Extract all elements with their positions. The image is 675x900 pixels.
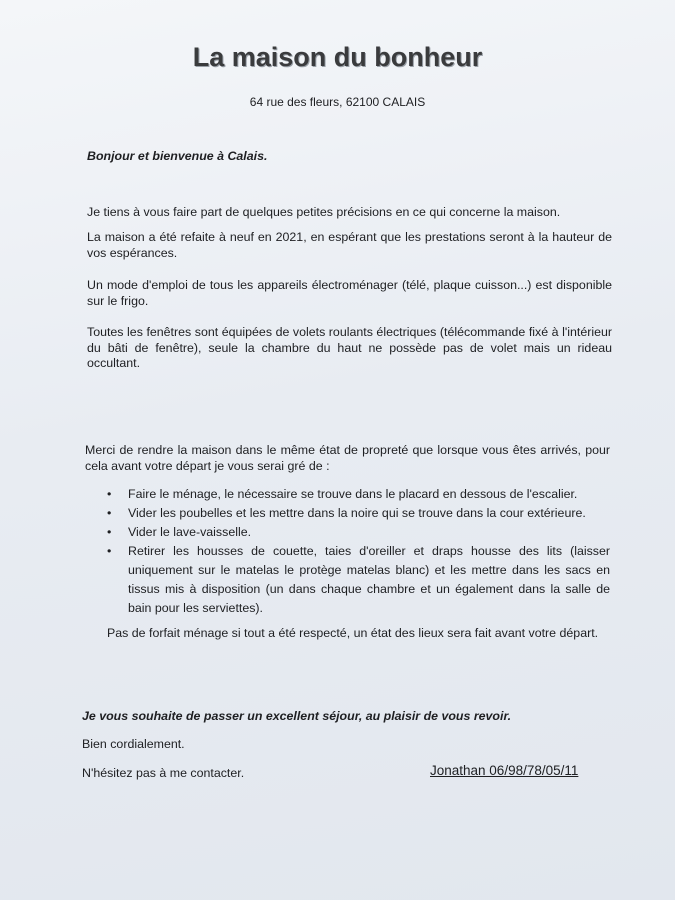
list-item-text: Faire le ménage, le nécessaire se trouve dans le placard en dessous de l'escalier.	[128, 487, 578, 501]
address: 64 rue des fleurs, 62100 CALAIS	[249, 95, 426, 109]
cleaning-note: Pas de forfait ménage si tout a été respecté, un état des lieux sera fait avant votre départ.	[107, 626, 599, 640]
list-item	[105, 523, 610, 541]
page-title: La maison du bonheur	[192, 42, 483, 72]
list-item-text: Retirer les housses de couette, taies d'oreiller et draps housse des lits (laisser uniquement sur le matelas le protège matelas blanc) et les mettre dans les sacs en tissus mis à disposition (un dans chaque chambre et un également dans la salle de bain pour les serviettes).	[128, 544, 610, 615]
list-item-text: Vider le lave-vaisselle.	[128, 525, 252, 539]
list-item-text: Vider les poubelles et les mettre dans la noire qui se trouve dans la cour extérieure.	[128, 506, 586, 520]
request-intro: Merci de rendre la maison dans le même état de propreté que lorsque vous êtes arrivés, pour cela avant votre départ je vous serai gré de :	[85, 443, 610, 473]
paragraph-shutters: Toutes les fenêtres sont équipées de volets roulants électriques (télécommande fixé à l'intérieur du bâti de fenêtre), seule la chambre du haut ne possède pas de volet mais un rideau occultant.	[87, 325, 612, 370]
closing-wish: Je vous souhaite de passer un excellent séjour, au plaisir de vous revoir.	[82, 709, 512, 723]
paragraph-renovation: La maison a été refaite à neuf en 2021, en espérant que les prestations seront à la hauteur de vos espérances.	[87, 230, 612, 260]
paragraph-manual: Un mode d'emploi de tous les appareils électroménager (télé, plaque cuisson...) est disponible sur le frigo.	[87, 278, 612, 308]
regards: Bien cordialement.	[82, 737, 185, 751]
greeting: Bonjour et bienvenue à Calais.	[87, 149, 268, 163]
bullet-icon: •	[107, 544, 112, 558]
bullet-icon: •	[107, 506, 112, 520]
paragraph-intro: Je tiens à vous faire part de quelques petites précisions en ce qui concerne la maison.	[87, 205, 561, 219]
checkout-task-list	[105, 485, 610, 619]
bullet-icon: •	[107, 487, 112, 501]
contact-prompt: N'hésitez pas à me contacter.	[82, 766, 245, 780]
bullet-icon: •	[107, 525, 112, 539]
list-item	[105, 542, 610, 618]
list-item	[105, 485, 610, 503]
signature-contact: Jonathan 06/98/78/05/11	[430, 763, 579, 778]
list-item	[105, 504, 610, 522]
